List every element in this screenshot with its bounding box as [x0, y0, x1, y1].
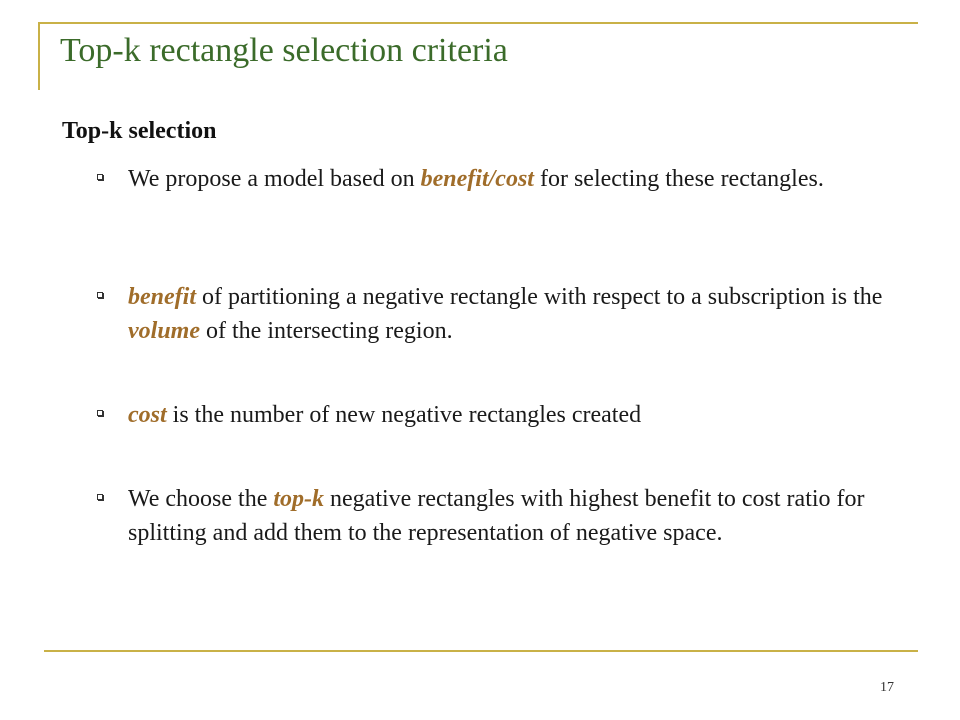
top-rule: [38, 22, 918, 24]
page-number: 17: [880, 680, 894, 695]
bullet-text: [128, 398, 908, 432]
slide-title: Top-k rectangle selection criteria: [60, 32, 508, 69]
highlighted-term: benefit/cost: [420, 166, 534, 192]
highlighted-term: cost: [128, 402, 167, 428]
footer-rule: [44, 650, 918, 652]
title-accent-rule: [38, 22, 40, 90]
hollow-square-bullet-icon: [97, 494, 103, 500]
bullet-text-run: of the intersecting region.: [200, 318, 453, 344]
bullet-text: [128, 482, 908, 550]
bullet-text: [128, 280, 908, 348]
bullet-text-run: We propose a model based on: [128, 166, 421, 192]
bullet-text: [128, 162, 908, 196]
section-heading: Top-k selection: [62, 118, 217, 144]
bullet-text-run: We choose the: [128, 486, 274, 512]
hollow-square-bullet-icon: [97, 292, 103, 298]
hollow-square-bullet-icon: [97, 174, 103, 180]
bullet-text-run: is the number of new negative rectangles created: [166, 402, 642, 428]
bullet-text-run: of partitioning a negative rectangle with respect to a subscription is the: [195, 284, 883, 310]
bullet-text-run: for selecting these rectangles.: [533, 166, 824, 192]
highlighted-term: top-k: [273, 486, 325, 512]
highlighted-term: benefit: [128, 284, 196, 310]
bullet-text-run: negative rectangles with highest benefit to cost ratio for splitting and add them to the representation of negative space.: [128, 486, 865, 546]
hollow-square-bullet-icon: [97, 410, 103, 416]
highlighted-term: volume: [128, 318, 200, 344]
